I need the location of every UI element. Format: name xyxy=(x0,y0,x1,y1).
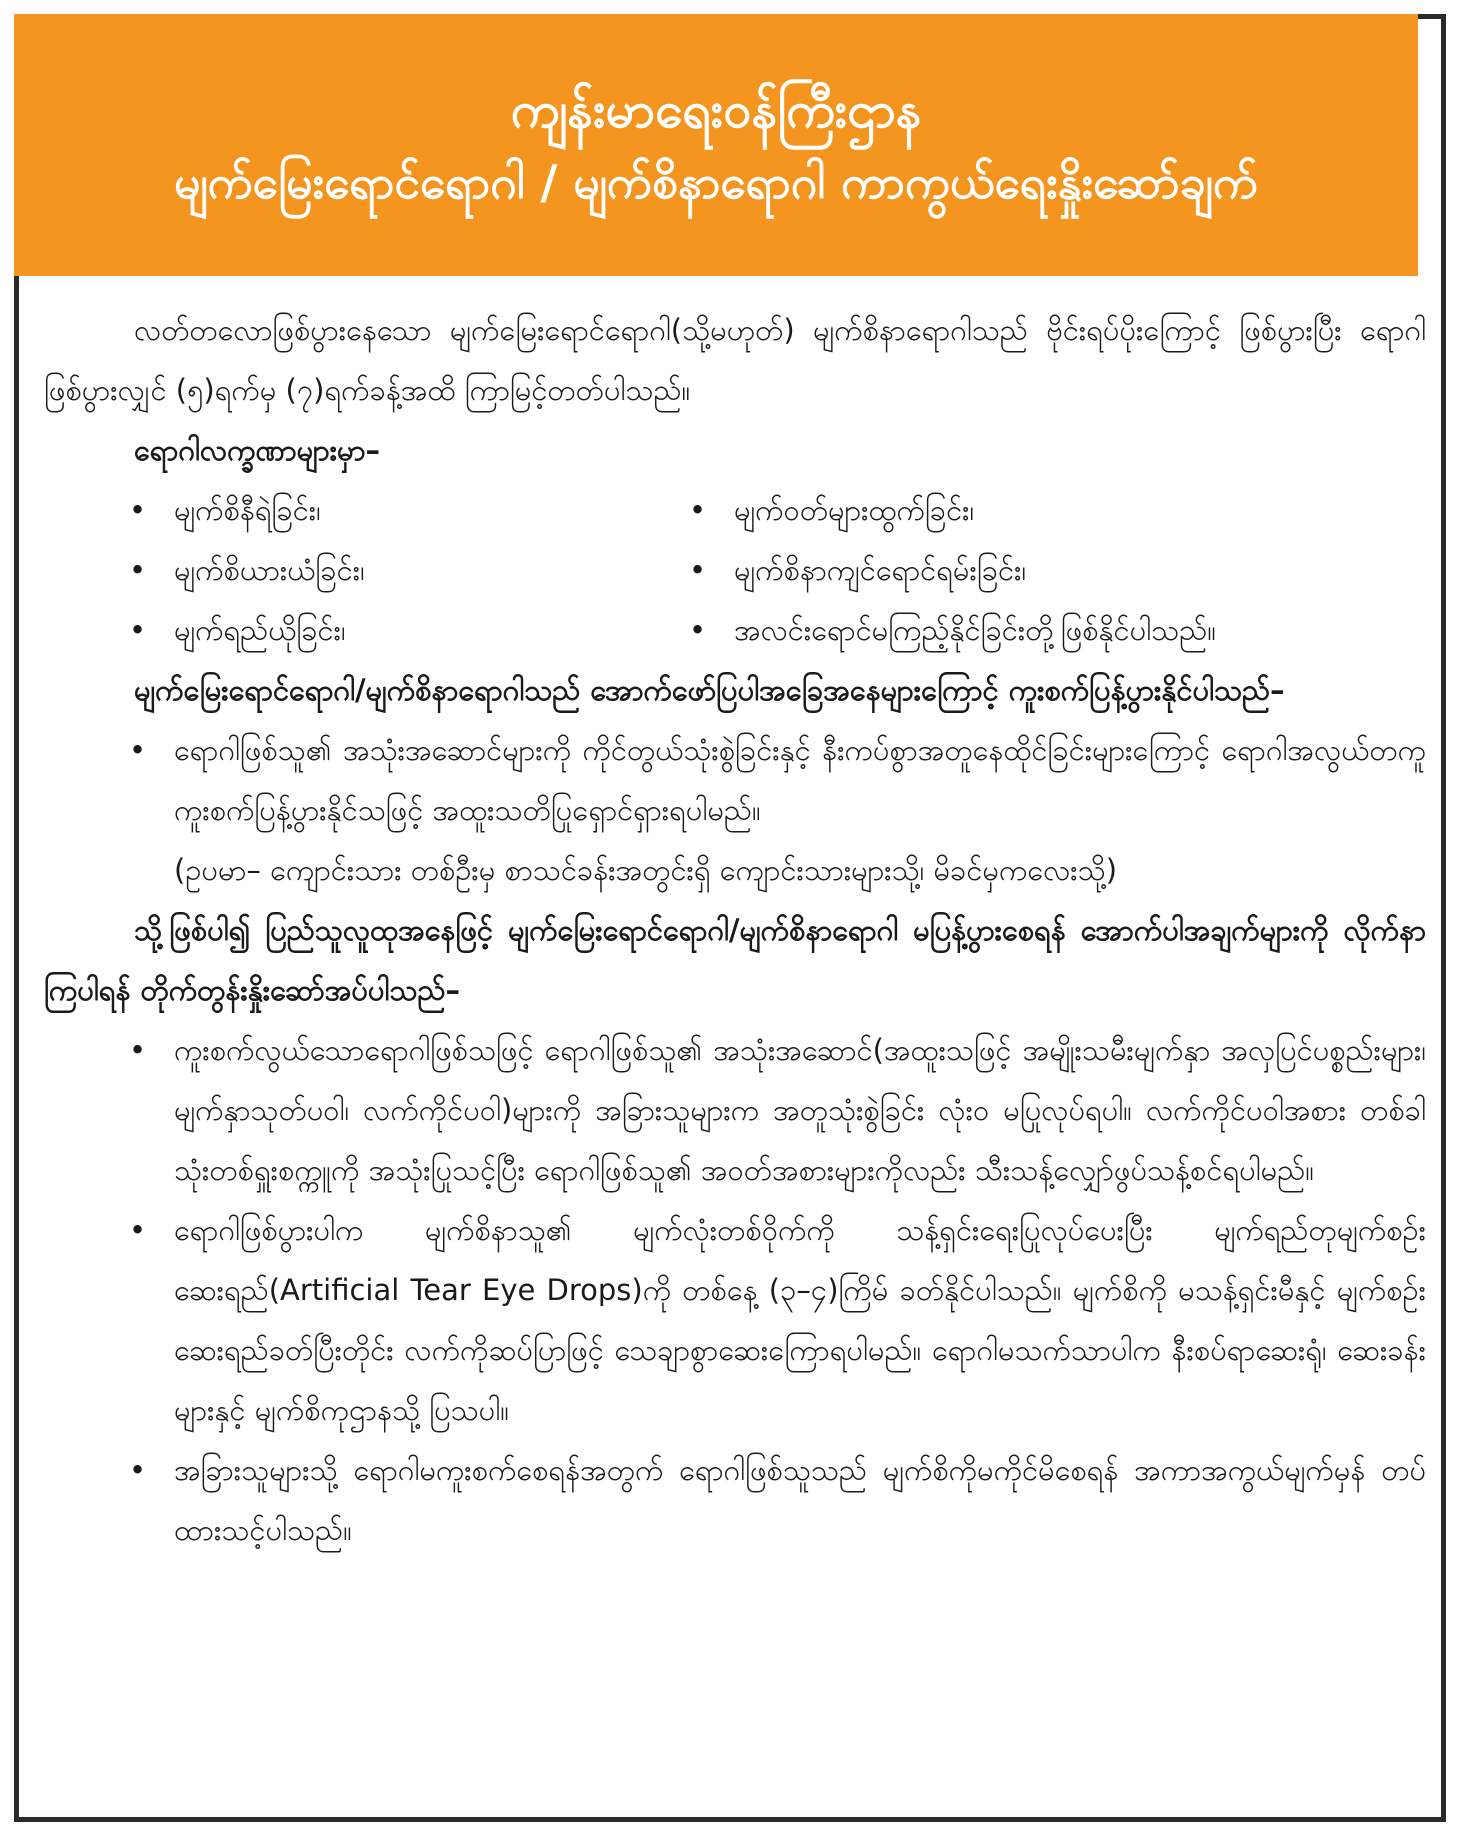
header-banner xyxy=(14,14,1418,276)
symptom-item xyxy=(689,540,1426,600)
spread-list xyxy=(44,720,1426,900)
symptom-text: မျက်ဝတ်များထွက်ခြင်း၊ xyxy=(734,493,975,527)
symptom-text: အလင်းရောင်မကြည့်နိုင်ခြင်းတို့ဖြစ်နိုင်ပါသည်။ xyxy=(734,613,1217,647)
bullet-icon: • xyxy=(689,613,707,647)
bullet-icon: • xyxy=(689,553,707,587)
symptom-text: မျက်စိနီရဲခြင်း၊ xyxy=(174,493,321,527)
advice-text: အခြားသူများသို့ ရောဂါမကူးစက်စေရန်အတွက် ရောဂါဖြစ်သူသည် မျက်စိကိုမကိုင်မိစေရန် အကာအကွယ်မျက်မှန် တပ်ထားသင့်ပါသည်။ xyxy=(174,1453,1426,1547)
bullet-icon: • xyxy=(129,493,147,527)
bullet-icon: • xyxy=(129,733,147,767)
symptom-text: မျက်စိယားယံခြင်း၊ xyxy=(174,553,365,587)
bullet-icon: • xyxy=(129,1033,147,1067)
symptom-item xyxy=(689,600,1426,660)
spread-item xyxy=(44,720,1426,900)
bullet-icon: • xyxy=(689,493,707,527)
symptom-item xyxy=(129,540,689,600)
bullet-icon: • xyxy=(129,1213,147,1247)
bullet-icon: • xyxy=(129,553,147,587)
advice-item xyxy=(44,1440,1426,1560)
spread-example: (ဥပမာ– ကျောင်းသား တစ်ဦးမှ စာသင်ခန်းအတွင်းရှိ ကျောင်းသားများသို့၊ မိခင်မှကလေးသို့) xyxy=(174,853,1118,887)
spread-heading: မျက်မြေးရောင်ရောဂါ/မျက်စိနာရောဂါသည် အောက်ဖော်ပြပါအခြေအနေများကြောင့် ကူးစက်ပြန့်ပွားနိုင်ပါသည်– xyxy=(134,673,1285,707)
advice-item xyxy=(44,1200,1426,1440)
spread-text: ရောဂါဖြစ်သူ၏ အသုံးအဆောင်များကို ကိုင်တွယ်သုံးစွဲခြင်းနှင့် နီးကပ်စွာအတူနေထိုင်ခြင်းများကြောင့် ရောဂါအလွယ်တကူ ကူးစက်ပြန့်ပွားနိုင်သဖြင့် အထူးသတိပြုရှောင်ရှားရပါမည်။ xyxy=(174,733,1426,827)
symptom-item xyxy=(129,600,689,660)
advice-text: ရောဂါဖြစ်ပွားပါက မျက်စိနာသူ၏ မျက်လုံးတစ်ဝိုက်ကို သန့်ရှင်းရေးပြုလုပ်ပေးပြီး မျက်ရည်တုမျက်စဉ်း ဆေးရည်(Artificial Tear Eye Drops)ကို တစ်နေ့ (၃–၄)ကြိမ် ခတ်နိုင်ပါသည်။ မျက်စိကို မသန့်ရှင်းမီနှင့် မျက်စဉ်းဆေးရည်ခတ်ပြီးတိုင်း လက်ကိုဆပ်ပြာဖြင့် သေချာစွာဆေးကြောရပါမည်။ ရောဂါမသက်သာပါက နီးစပ်ရာဆေးရုံ၊ ဆေးခန်းများနှင့် မျက်စိကုဌာနသို့ ပြသပါ။ xyxy=(174,1213,1426,1427)
symptoms-list xyxy=(44,480,1426,660)
notice-body xyxy=(44,300,1426,1560)
notice-title: မျက်မြေးရောင်ရောဂါ / မျက်စိနာရောဂါ ကာကွယ်ရေးနှိုးဆော်ချက် xyxy=(174,155,1258,209)
advice-list xyxy=(44,1020,1426,1560)
symptom-item xyxy=(129,480,689,540)
ministry-title: ကျန်းမာရေးဝန်ကြီးဌာန xyxy=(510,81,922,139)
advice-heading: သို့ဖြစ်ပါ၍ ပြည်သူလူထုအနေဖြင့် မျက်မြေးရောင်ရောဂါ/မျက်စိနာရောဂါ မပြန့်ပွားစေရန် အောက်ပါအချက်များကို လိုက်နာကြပါရန် တိုက်တွန်းနှိုးဆော်အပ်ပါသည်– xyxy=(44,913,1426,1007)
advice-text: ကူးစက်လွယ်သောရောဂါဖြစ်သဖြင့် ရောဂါဖြစ်သူ၏ အသုံးအဆောင်(အထူးသဖြင့် အမျိုးသမီးမျက်နှာ အလှပြင်ပစ္စည်းများ၊ မျက်နှာသုတ်ပဝါ၊ လက်ကိုင်ပဝါ)များကို အခြားသူများက အတူသုံးစွဲခြင်း လုံးဝ မပြုလုပ်ရပါ။ လက်ကိုင်ပဝါအစား တစ်ခါသုံးတစ်ရှူးစက္ကူကို အသုံးပြုသင့်ပြီး ရောဂါဖြစ်သူ၏ အဝတ်အစားများကိုလည်း သီးသန့်လျှော်ဖွပ်သန့်စင်ရပါမည်။ xyxy=(174,1033,1426,1187)
symptoms-heading: ရောဂါလက္ခဏာများမှာ– xyxy=(134,433,381,467)
symptom-text: မျက်စိနာကျင်ရောင်ရမ်းခြင်း၊ xyxy=(734,553,1027,587)
intro-paragraph: လတ်တလောဖြစ်ပွားနေသော မျက်မြေးရောင်ရောဂါ(သို့မဟုတ်) မျက်စိနာရောဂါသည် ဗိုင်းရပ်ပိုးကြောင့် ဖြစ်ပွားပြီး ရောဂါဖြစ်ပွားလျှင် (၅)ရက်မှ (၇)ရက်ခန့်အထိ ကြာမြင့်တတ်ပါသည်။ xyxy=(44,313,1426,407)
bullet-icon: • xyxy=(129,613,147,647)
advice-item xyxy=(44,1020,1426,1200)
symptom-item xyxy=(689,480,1426,540)
bullet-icon: • xyxy=(129,1453,147,1487)
symptom-text: မျက်ရည်ယိုခြင်း၊ xyxy=(174,613,346,647)
